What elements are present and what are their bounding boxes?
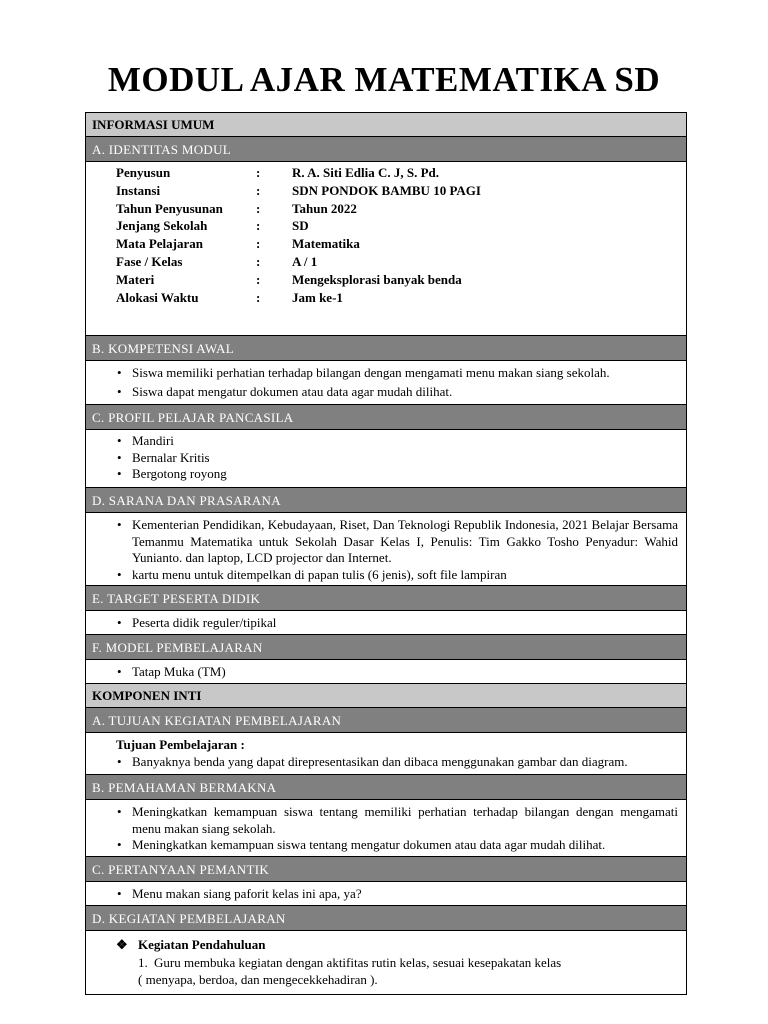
identitas-sep: : bbox=[256, 236, 261, 252]
kompetensi-awal-body bbox=[86, 360, 686, 404]
identitas-row bbox=[86, 217, 686, 235]
list-item: • Meningkatkan kemampuan siswa tentang memiliki perhatian terhadap bilangan dengan mengamati menu makan siang sekolah. bbox=[132, 804, 678, 837]
identitas-key: Penyusun bbox=[116, 165, 171, 180]
identitas-key: Fase / Kelas bbox=[116, 253, 183, 269]
section-model-pembelajaran: F. MODEL PEMBELAJARAN bbox=[86, 634, 686, 659]
list-item: • kartu menu untuk ditempelkan di papan tulis (6 jenis), soft file lampiran bbox=[132, 567, 678, 584]
identitas-sep: : bbox=[256, 289, 261, 305]
identitas-value: SDN PONDOK BAMBU 10 PAGI bbox=[292, 182, 481, 198]
identitas-sep: : bbox=[256, 271, 261, 287]
model-body bbox=[86, 659, 686, 683]
diamond-bullet-icon: ❖ bbox=[116, 937, 128, 952]
section-sarana-prasarana: D. SARANA DAN PRASARANA bbox=[86, 487, 686, 512]
section-profil-pelajar: C. PROFIL PELAJAR PANCASILA bbox=[86, 404, 686, 429]
identitas-row bbox=[86, 235, 686, 253]
identitas-value: Tahun 2022 bbox=[292, 200, 357, 216]
section-identitas-modul: A. IDENTITAS MODUL bbox=[86, 136, 686, 161]
identitas-value: Mengeksplorasi banyak benda bbox=[292, 271, 462, 287]
section-pertanyaan-pemantik: C. PERTANYAAN PEMANTIK bbox=[86, 856, 686, 881]
section-informasi-umum: INFORMASI UMUM bbox=[86, 112, 686, 136]
document-title: MODUL AJAR MATEMATIKA SD bbox=[107, 60, 661, 99]
kegiatan-body bbox=[86, 930, 686, 994]
list-item: • Bernalar Kritis bbox=[132, 450, 678, 467]
list-item: • Menu makan siang paforit kelas ini apa, ya? bbox=[132, 886, 678, 903]
list-item: • Tatap Muka (TM) bbox=[132, 664, 678, 681]
pertanyaan-body bbox=[86, 881, 686, 905]
list-item: • Siswa memiliki perhatian terhadap bilangan dengan mengamati menu makan siang sekolah. bbox=[132, 365, 678, 382]
section-tujuan-kegiatan: A. TUJUAN KEGIATAN PEMBELAJARAN bbox=[86, 707, 686, 732]
section-komponen-inti: KOMPONEN INTI bbox=[86, 683, 686, 707]
list-item: • Kementerian Pendidikan, Kebudayaan, Riset, Dan Teknologi Republik Indonesia, 2021 Belajar Bersama Temanmu Matematika untuk Sekolah Dasar Kelas I, Penulis: Tim Gakko Tosho Penyadur: Wahid Yunianto. dan laptop, LCD projector dan Internet. bbox=[132, 517, 678, 567]
identitas-value: SD bbox=[292, 218, 309, 234]
identitas-row bbox=[86, 182, 686, 200]
step-number: 1. bbox=[138, 955, 148, 970]
identitas-value: Jam ke-1 bbox=[292, 289, 343, 305]
identitas-body bbox=[86, 161, 686, 335]
sarana-body bbox=[86, 512, 686, 585]
list-item: • Bergotong royong bbox=[132, 466, 678, 483]
identitas-row bbox=[86, 289, 686, 307]
list-item: • Banyaknya benda yang dapat direpresentasikan dan dibaca menggunakan gambar dan diagram. bbox=[132, 754, 678, 771]
pemahaman-body bbox=[86, 799, 686, 856]
identitas-sep: : bbox=[256, 253, 261, 269]
identitas-row bbox=[86, 200, 686, 218]
identitas-sep: : bbox=[256, 165, 261, 180]
kegiatan-subtitle: Kegiatan Pendahuluan bbox=[138, 937, 266, 952]
module-table bbox=[85, 112, 687, 995]
identitas-key: Alokasi Waktu bbox=[116, 289, 199, 305]
identitas-sep: : bbox=[256, 182, 261, 198]
identitas-value: R. A. Siti Edlia C. J, S. Pd. bbox=[292, 165, 440, 180]
identitas-row bbox=[86, 164, 686, 182]
numbered-step bbox=[86, 954, 686, 971]
profil-body bbox=[86, 429, 686, 487]
step-text: Guru membuka kegiatan dengan aktifitas rutin kelas, sesuai kesepakatan kelas bbox=[154, 955, 562, 970]
identitas-key: Mata Pelajaran bbox=[116, 236, 204, 252]
identitas-key: Jenjang Sekolah bbox=[116, 218, 208, 234]
identitas-sep: : bbox=[256, 218, 261, 234]
tujuan-subtitle: Tujuan Pembelajaran : bbox=[116, 737, 245, 752]
identitas-key: Tahun Penyusunan bbox=[116, 200, 223, 216]
identitas-value: Matematika bbox=[292, 236, 360, 252]
identitas-key: Instansi bbox=[116, 182, 161, 198]
section-pemahaman-bermakna: B. PEMAHAMAN BERMAKNA bbox=[86, 774, 686, 799]
list-item: • Mandiri bbox=[132, 433, 678, 450]
step-continuation: ( menyapa, berdoa, dan mengecekkehadiran ). bbox=[138, 972, 378, 987]
identitas-sep: : bbox=[256, 200, 261, 216]
list-item: • Meningkatkan kemampuan siswa tentang mengatur dokumen atau data agar mudah dilihat. bbox=[132, 837, 678, 854]
identitas-row bbox=[86, 271, 686, 289]
identitas-key: Materi bbox=[116, 271, 155, 287]
identitas-value: A / 1 bbox=[292, 253, 318, 269]
kegiatan-pendahuluan bbox=[86, 936, 686, 954]
list-item: • Peserta didik reguler/tipikal bbox=[132, 615, 678, 632]
section-target-peserta: E. TARGET PESERTA DIDIK bbox=[86, 585, 686, 610]
list-item: • Siswa dapat mengatur dokumen atau data agar mudah dilihat. bbox=[132, 384, 678, 401]
section-kompetensi-awal: B. KOMPETENSI AWAL bbox=[86, 335, 686, 360]
section-kegiatan-pembelajaran: D. KEGIATAN PEMBELAJARAN bbox=[86, 905, 686, 930]
tujuan-body bbox=[86, 732, 686, 774]
target-body bbox=[86, 610, 686, 634]
identitas-row bbox=[86, 253, 686, 271]
